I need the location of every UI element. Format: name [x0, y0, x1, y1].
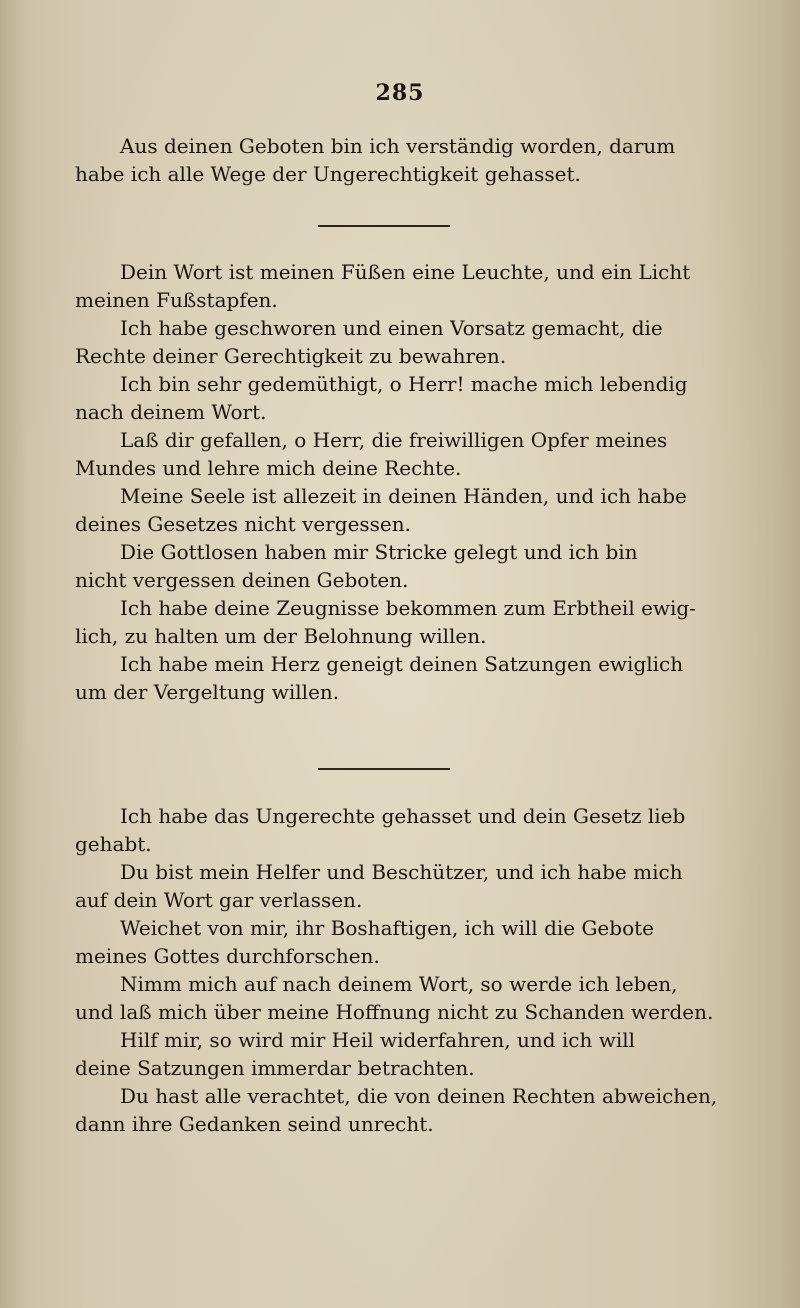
text-line: nach deinem Wort.	[75, 400, 267, 424]
text-line: Rechte deiner Gerechtigkeit zu bewahren.	[75, 344, 507, 368]
page-number: 285	[375, 80, 425, 106]
text-line: deines Gesetzes nicht vergessen.	[75, 512, 412, 536]
section-divider	[318, 768, 450, 770]
text-line: Dein Wort ist meinen Füßen eine Leuchte, und ein Licht	[120, 260, 691, 284]
verse-group-1	[75, 132, 725, 188]
text-line: dann ihre Gedanken seind unrecht.	[75, 1112, 434, 1136]
text-line: nicht vergessen deinen Geboten.	[75, 568, 409, 592]
text-line: Ich habe geschworen und einen Vorsatz gemacht, die	[120, 316, 663, 340]
text-line: Ich habe das Ungerechte gehasset und dein Gesetz lieb	[120, 804, 686, 828]
text-line: meinen Fußstapfen.	[75, 288, 278, 312]
text-line: Mundes und lehre mich deine Rechte.	[75, 456, 462, 480]
text-line: Meine Seele ist allezeit in deinen Händen, und ich habe	[120, 484, 687, 508]
text-line: Die Gottlosen haben mir Stricke gelegt und ich bin	[120, 540, 638, 564]
verse-group-2	[75, 258, 725, 706]
text-line: Hilf mir, so wird mir Heil widerfahren, und ich will	[120, 1028, 636, 1052]
text-line: Du bist mein Helfer und Beschützer, und ich habe mich	[120, 860, 683, 884]
text-line: Ich habe mein Herz geneigt deinen Satzungen ewiglich	[120, 652, 684, 676]
text-line: auf dein Wort gar verlassen.	[75, 888, 363, 912]
text-line: Nimm mich auf nach deinem Wort, so werde ich leben,	[120, 972, 678, 996]
text-line: deine Satzungen immerdar betrachten.	[75, 1056, 475, 1080]
section-divider	[318, 225, 450, 227]
text-line: meines Gottes durchforschen.	[75, 944, 380, 968]
text-line: Du hast alle verachtet, die von deinen Rechten abweichen,	[120, 1084, 718, 1108]
text-line: gehabt.	[75, 832, 152, 856]
verse-group-3	[75, 802, 725, 1138]
text-line: um der Vergeltung willen.	[75, 680, 340, 704]
text-line: Weichet von mir, ihr Boshaftigen, ich will die Gebote	[120, 916, 654, 940]
text-line: Laß dir gefallen, o Herr, die freiwilligen Opfer meines	[120, 428, 668, 452]
text-line: lich, zu halten um der Belohnung willen.	[75, 624, 487, 648]
text-line: Aus deinen Geboten bin ich verständig worden, darum	[120, 134, 676, 158]
text-line: Ich habe deine Zeugnisse bekommen zum Erbtheil ewig-	[120, 596, 696, 620]
text-line: habe ich alle Wege der Ungerechtigkeit gehasset.	[75, 162, 581, 186]
text-line: Ich bin sehr gedemüthigt, o Herr! mache mich lebendig	[120, 372, 688, 396]
text-line: und laß mich über meine Hoffnung nicht zu Schanden werden.	[75, 1000, 714, 1024]
